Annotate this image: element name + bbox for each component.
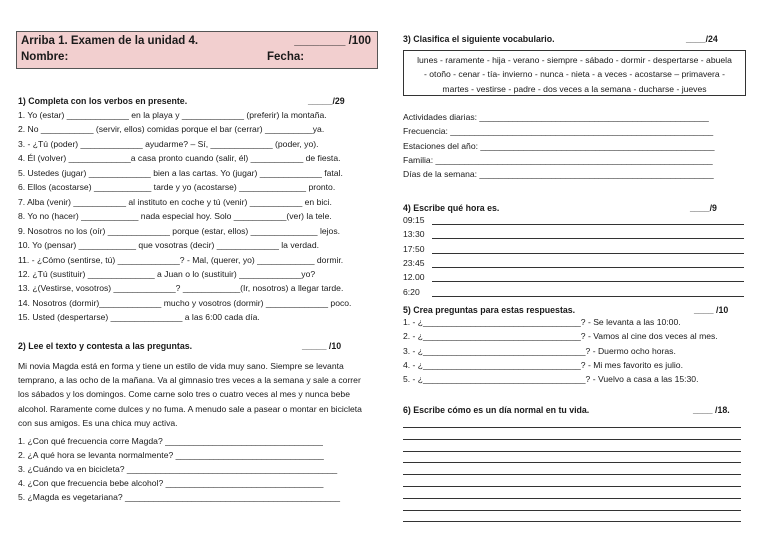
- question-exercise-item[interactable]: 2. - ¿_________________________________? - Vamos al cine dos veces al mes.: [403, 331, 718, 342]
- vocab-line: - otoño - cenar - tía- invierno - nunca - nieta - a veces - acostarse – primavera -: [424, 69, 725, 80]
- time-label: 23:45: [403, 257, 425, 268]
- question-exercise-item[interactable]: 3. - ¿__________________________________? - Duermo ocho horas.: [403, 345, 676, 356]
- writing-line[interactable]: [403, 486, 741, 487]
- exam-header: [16, 31, 378, 69]
- reading-question[interactable]: 5. ¿Magda es vegetariana? _____________________________________________: [18, 492, 341, 502]
- verb-exercise-item[interactable]: 7. Alba (venir) ___________ al instituto en coche y tú (venir) ___________ en bici.: [18, 196, 332, 207]
- time-label: 6:20: [403, 286, 420, 297]
- writing-line[interactable]: [403, 510, 741, 511]
- section5-title: 5) Crea preguntas para estas respuestas.: [403, 305, 576, 315]
- time-answer-line[interactable]: [432, 253, 744, 254]
- time-answer-line[interactable]: [432, 281, 744, 282]
- time-label: 12.00: [403, 272, 425, 283]
- writing-line[interactable]: [403, 451, 741, 452]
- verb-exercise-item[interactable]: 14. Nosotros (dormir)_____________ mucho y vosotros (dormir) _____________ poco.: [18, 297, 352, 308]
- verb-exercise-item[interactable]: 1. Yo (estar) _____________ en la playa y _____________ (preferir) la montaña.: [18, 110, 327, 120]
- vocab-category-line[interactable]: Frecuencia: _______________________________________________________: [403, 126, 714, 137]
- date-label: Fecha:: [267, 51, 305, 63]
- question-exercise-item[interactable]: 1. - ¿_________________________________? - Se levanta a las 10:00.: [403, 317, 681, 327]
- verb-exercise-item[interactable]: 12. ¿Tú (sustituir) ______________ a Juan o lo (sustituir) _____________yo?: [18, 268, 316, 279]
- verb-exercise-item[interactable]: 6. Ellos (acostarse) ____________ tarde y yo (acostarse) ______________ pronto.: [18, 182, 336, 193]
- section2-title: 2) Lee el texto y contesta a las preguntas.: [18, 341, 193, 351]
- time-answer-line[interactable]: [432, 296, 744, 297]
- reading-question[interactable]: 1. ¿Con qué frecuencia corre Magda? _________________________________: [18, 436, 323, 446]
- question-exercise-item[interactable]: 5. - ¿__________________________________? - Vuelvo a casa a las 15:30.: [403, 374, 699, 385]
- time-answer-line[interactable]: [432, 238, 744, 239]
- time-answer-line[interactable]: [432, 224, 744, 225]
- section4-title: 4) Escribe qué hora es.: [403, 203, 500, 213]
- verb-exercise-item[interactable]: 15. Usted (despertarse) _______________ a las 6:00 cada día.: [18, 312, 260, 323]
- vocab-category-line[interactable]: Familia: __________________________________________________________: [403, 154, 713, 165]
- writing-line[interactable]: [403, 462, 741, 463]
- writing-line[interactable]: [403, 439, 741, 440]
- time-answer-line[interactable]: [432, 267, 744, 268]
- verb-exercise-item[interactable]: 3. - ¿Tú (poder) _____________ ayudarme? – Sí, _____________ (poder, yo).: [18, 138, 319, 149]
- reading-question[interactable]: 4. ¿Con que frecuencia bebe alcohol? _________________________________: [18, 478, 324, 488]
- question-exercise-item[interactable]: 4. - ¿_________________________________? - Mi mes favorito es julio.: [403, 359, 683, 370]
- section2-score: _____ /10: [302, 341, 342, 351]
- time-label: 17:50: [403, 243, 425, 254]
- verb-exercise-item[interactable]: 11. - ¿Cómo (sentirse, tú) _____________? - Mal, (querer, yo) ____________ dormir.: [18, 254, 344, 265]
- vocabulary-box: [403, 50, 746, 96]
- section4-score: ____/9: [690, 203, 717, 213]
- reading-paragraph: Mi novia Magda está en forma y tiene un estilo de vida muy sano. Siempre se levanta temprano, a las ocho de la mañana. Va al gimnasio tres veces a la semana y sale a correr los sábados y los domingos. Come carne solo tres o cuatro veces al mes y nunca bebe alcohol. Raramente come dulces y no fuma. A menudo sale a pasear o montar en bicicleta con sus amigos. Es una chica muy activa.: [18, 361, 362, 428]
- section3-score: ____/24: [686, 34, 718, 44]
- verb-exercise-item[interactable]: 5. Ustedes (jugar) _____________ bien a las cartas. Yo (jugar) _____________ fatal.: [18, 167, 343, 178]
- writing-line[interactable]: [403, 521, 741, 522]
- vocab-line: lunes - raramente - hija - verano - siempre - sábado - dormir - despertarse - abuela: [417, 55, 732, 65]
- vocab-line: martes - vestirse - padre - dos veces a la semana - ducharse - jueves: [442, 83, 707, 94]
- vocab-category-line[interactable]: Estaciones del año: _________________________________________________: [403, 140, 715, 151]
- exam-title: Arriba 1. Examen de la unidad 4.: [21, 35, 199, 47]
- section3-title: 3) Clasifica el siguiente vocabulario.: [403, 34, 555, 44]
- verb-exercise-item[interactable]: 9. Nosotros no los (oír) _____________ porque (estar, ellos) ______________ lejos.: [18, 225, 341, 236]
- section5-score: ____ /10: [694, 305, 729, 315]
- writing-line[interactable]: [403, 427, 741, 428]
- time-label: 13:30: [403, 229, 425, 240]
- section6-score: ____ /18.: [693, 405, 730, 415]
- writing-line[interactable]: [403, 498, 741, 499]
- vocab-category-line[interactable]: Días de la semana: _________________________________________________: [403, 169, 714, 180]
- reading-question[interactable]: 3. ¿Cuándo va en bicicleta? ____________________________________________: [18, 464, 338, 474]
- total-score: ________ /100: [294, 35, 371, 47]
- verb-exercise-item[interactable]: 4. Él (volver) _____________a casa pronto cuando (salir, él) ___________ de fiesta.: [18, 153, 341, 164]
- time-label: 09:15: [403, 215, 425, 225]
- verb-exercise-item[interactable]: 10. Yo (pensar) ____________ que vosotras (decir) _____________ la verdad.: [18, 240, 320, 251]
- section1-score: _____/29: [308, 96, 345, 106]
- verb-exercise-item[interactable]: 13. ¿(Vestirse, vosotros) _____________? ____________(Ir, nosotros) a llegar tarde.: [18, 283, 344, 294]
- verb-exercise-item[interactable]: 8. Yo no (hacer) ____________ nada especial hoy. Solo ___________(ver) la tele.: [18, 211, 332, 222]
- verb-exercise-item[interactable]: 2. No ___________ (servir, ellos) comidas porque el bar (cerrar) __________ya.: [18, 124, 325, 135]
- reading-question[interactable]: 2. ¿A qué hora se levanta normalmente? _______________________________: [18, 450, 324, 460]
- vocab-category-line[interactable]: Actividades diarias: ________________________________________________: [403, 112, 709, 122]
- section1-title: 1) Completa con los verbos en presente.: [18, 96, 188, 106]
- writing-line[interactable]: [403, 474, 741, 475]
- name-label: Nombre:: [21, 51, 69, 63]
- section6-title: 6) Escribe cómo es un día normal en tu vida.: [403, 405, 590, 415]
